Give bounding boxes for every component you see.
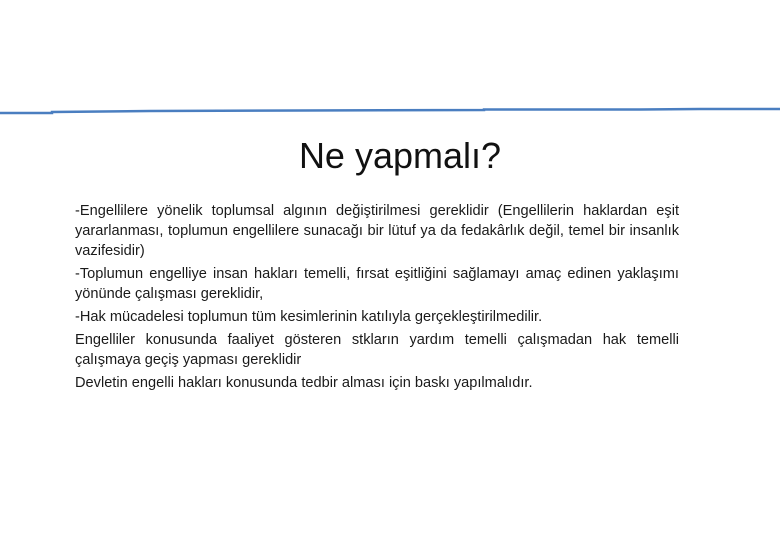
paragraph-4: Engelliler konusunda faaliyet gösteren stkların yardım temelli çalışmadan hak temelli çalışmaya geçiş yapması gereklidir (75, 332, 679, 368)
paragraph-5: Devletin engelli hakları konusunda tedbir alması için baskı yapılmalıdır. (75, 375, 533, 391)
slide-title: Ne yapmalı? (298, 135, 502, 176)
paragraph-2: -Toplumun engelliye insan hakları temelli, fırsat eşitliğini sağlamayı amaç edinen yaklaşımı yönünde çalışması gereklidir, (75, 266, 679, 302)
paragraph-3: -Hak mücadelesi toplumun tüm kesimlerinin katılıyla gerçekleştirilmedilir. (75, 309, 543, 325)
slide-body (75, 201, 679, 396)
header-divider (0, 106, 780, 116)
paragraph-1: -Engellilere yönelik toplumsal algının değiştirilmesi gereklidir (Engellilerin haklardan eşit yararlanması, toplumun engellilere sunacağı bir lütuf ya da fedakârlık değil, temel bir insanlık vazifesidir) (75, 203, 679, 259)
